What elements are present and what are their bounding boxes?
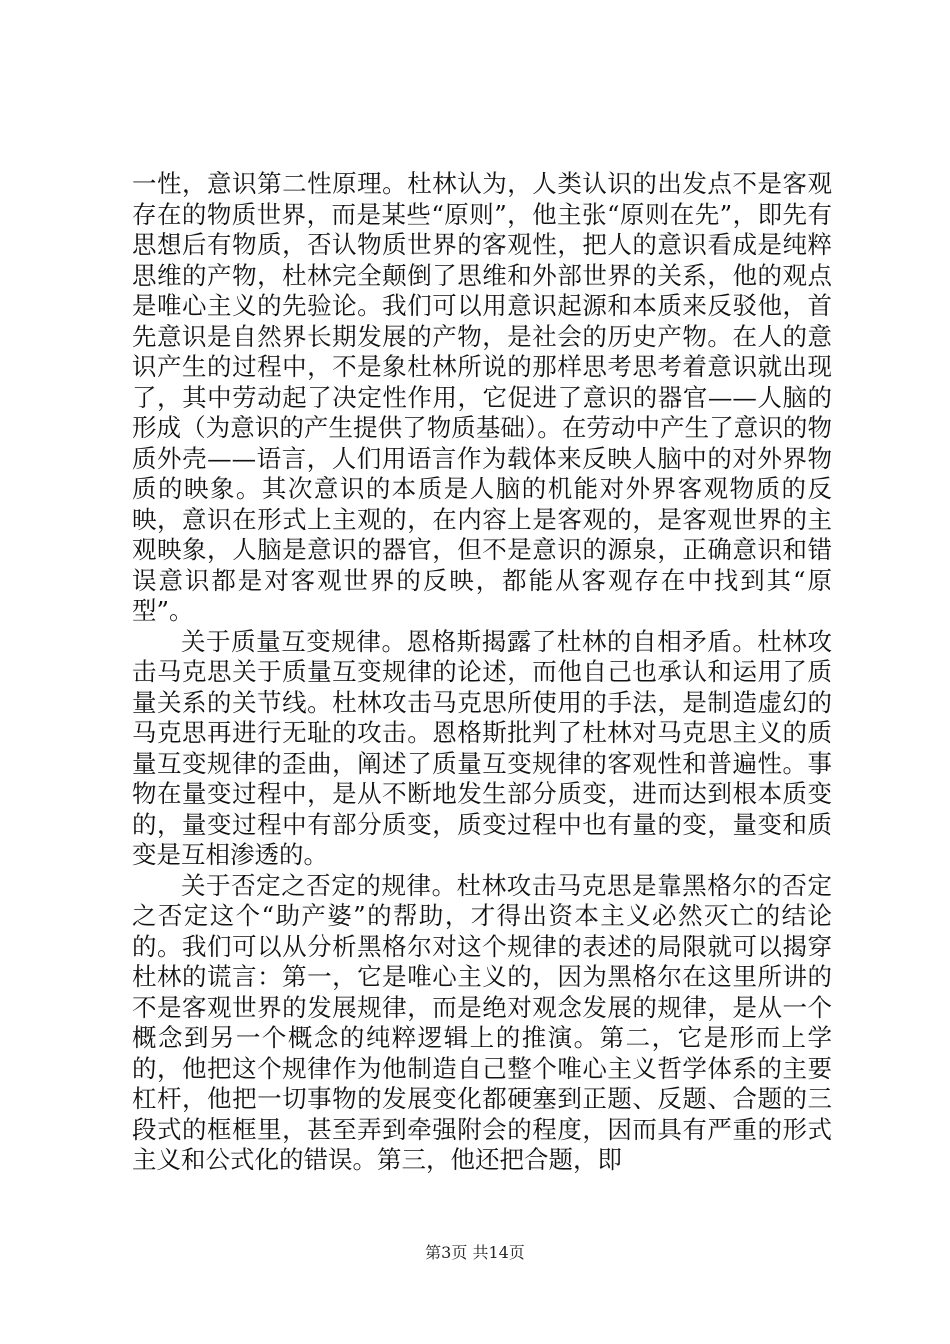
document-body: [132, 169, 832, 1176]
paragraph-2: 关于质量互变规律。恩格斯揭露了杜林的自相矛盾。杜林攻击马克思关于质量互变规律的论述，而他自己也承认和运用了质量关系的关节线。杜林攻击马克思所使用的手法，是制造虚幻的马克思再进行无耻的攻击。恩格斯批判了杜林对马克思主义的质量互变规律的歪曲，阐述了质量互变规律的客观性和普遍性。事物在量变过程中，是从不断地发生部分质变，进而达到根本质变的，量变过程中有部分质变，质变过程中也有量的变，量变和质变是互相渗透的。: [132, 626, 832, 869]
paragraph-1: 一性，意识第二性原理。杜林认为，人类认识的出发点不是客观存在的物质世界，而是某些“原则”，他主张“原则在先”，即先有思想后有物质，否认物质世界的客观性，把人的意识看成是纯粹思维的产物，杜林完全颠倒了思维和外部世界的关系，他的观点是唯心主义的先验论。我们可以用意识起源和本质来反驳他，首先意识是自然界长期发展的产物，是社会的历史产物。在人的意识产生的过程中，不是象杜林所说的那样思考思考着意识就出现了，其中劳动起了决定性作用，它促进了意识的器官——人脑的形成（为意识的产生提供了物质基础）。在劳动中产生了意识的物质外壳——语言，人们用语言作为载体来反映人脑中的对外界物质的映象。其次意识的本质是人脑的机能对外界客观物质的反映，意识在形式上主观的，在内容上是客观的，是客观世界的主观映象，人脑是意识的器官，但不是意识的源泉，正确意识和错误意识都是对客观世界的反映，都能从客观存在中找到其“原型”。: [132, 169, 832, 625]
page-footer: [0, 1243, 950, 1263]
page-number-label: 第3页 共14页: [425, 1243, 525, 1262]
paragraph-3: 关于否定之否定的规律。杜林攻击马克思是靠黑格尔的否定之否定这个“助产婆”的帮助，才得出资本主义必然灭亡的结论的。我们可以从分析黑格尔对这个规律的表述的局限就可以揭穿杜林的谎言：第一，它是唯心主义的，因为黑格尔在这里所讲的不是客观世界的发展规律，而是绝对观念发展的规律，是从一个概念到另一个概念的纯粹逻辑上的推演。第二，它是形而上学的，他把这个规律作为他制造自己整个唯心主义哲学体系的主要杠杆，他把一切事物的发展变化都硬塞到正题、反题、合题的三段式的框框里，甚至弄到牵强附会的程度，因而具有严重的形式主义和公式化的错误。第三，他还把合题，即: [132, 870, 832, 1174]
